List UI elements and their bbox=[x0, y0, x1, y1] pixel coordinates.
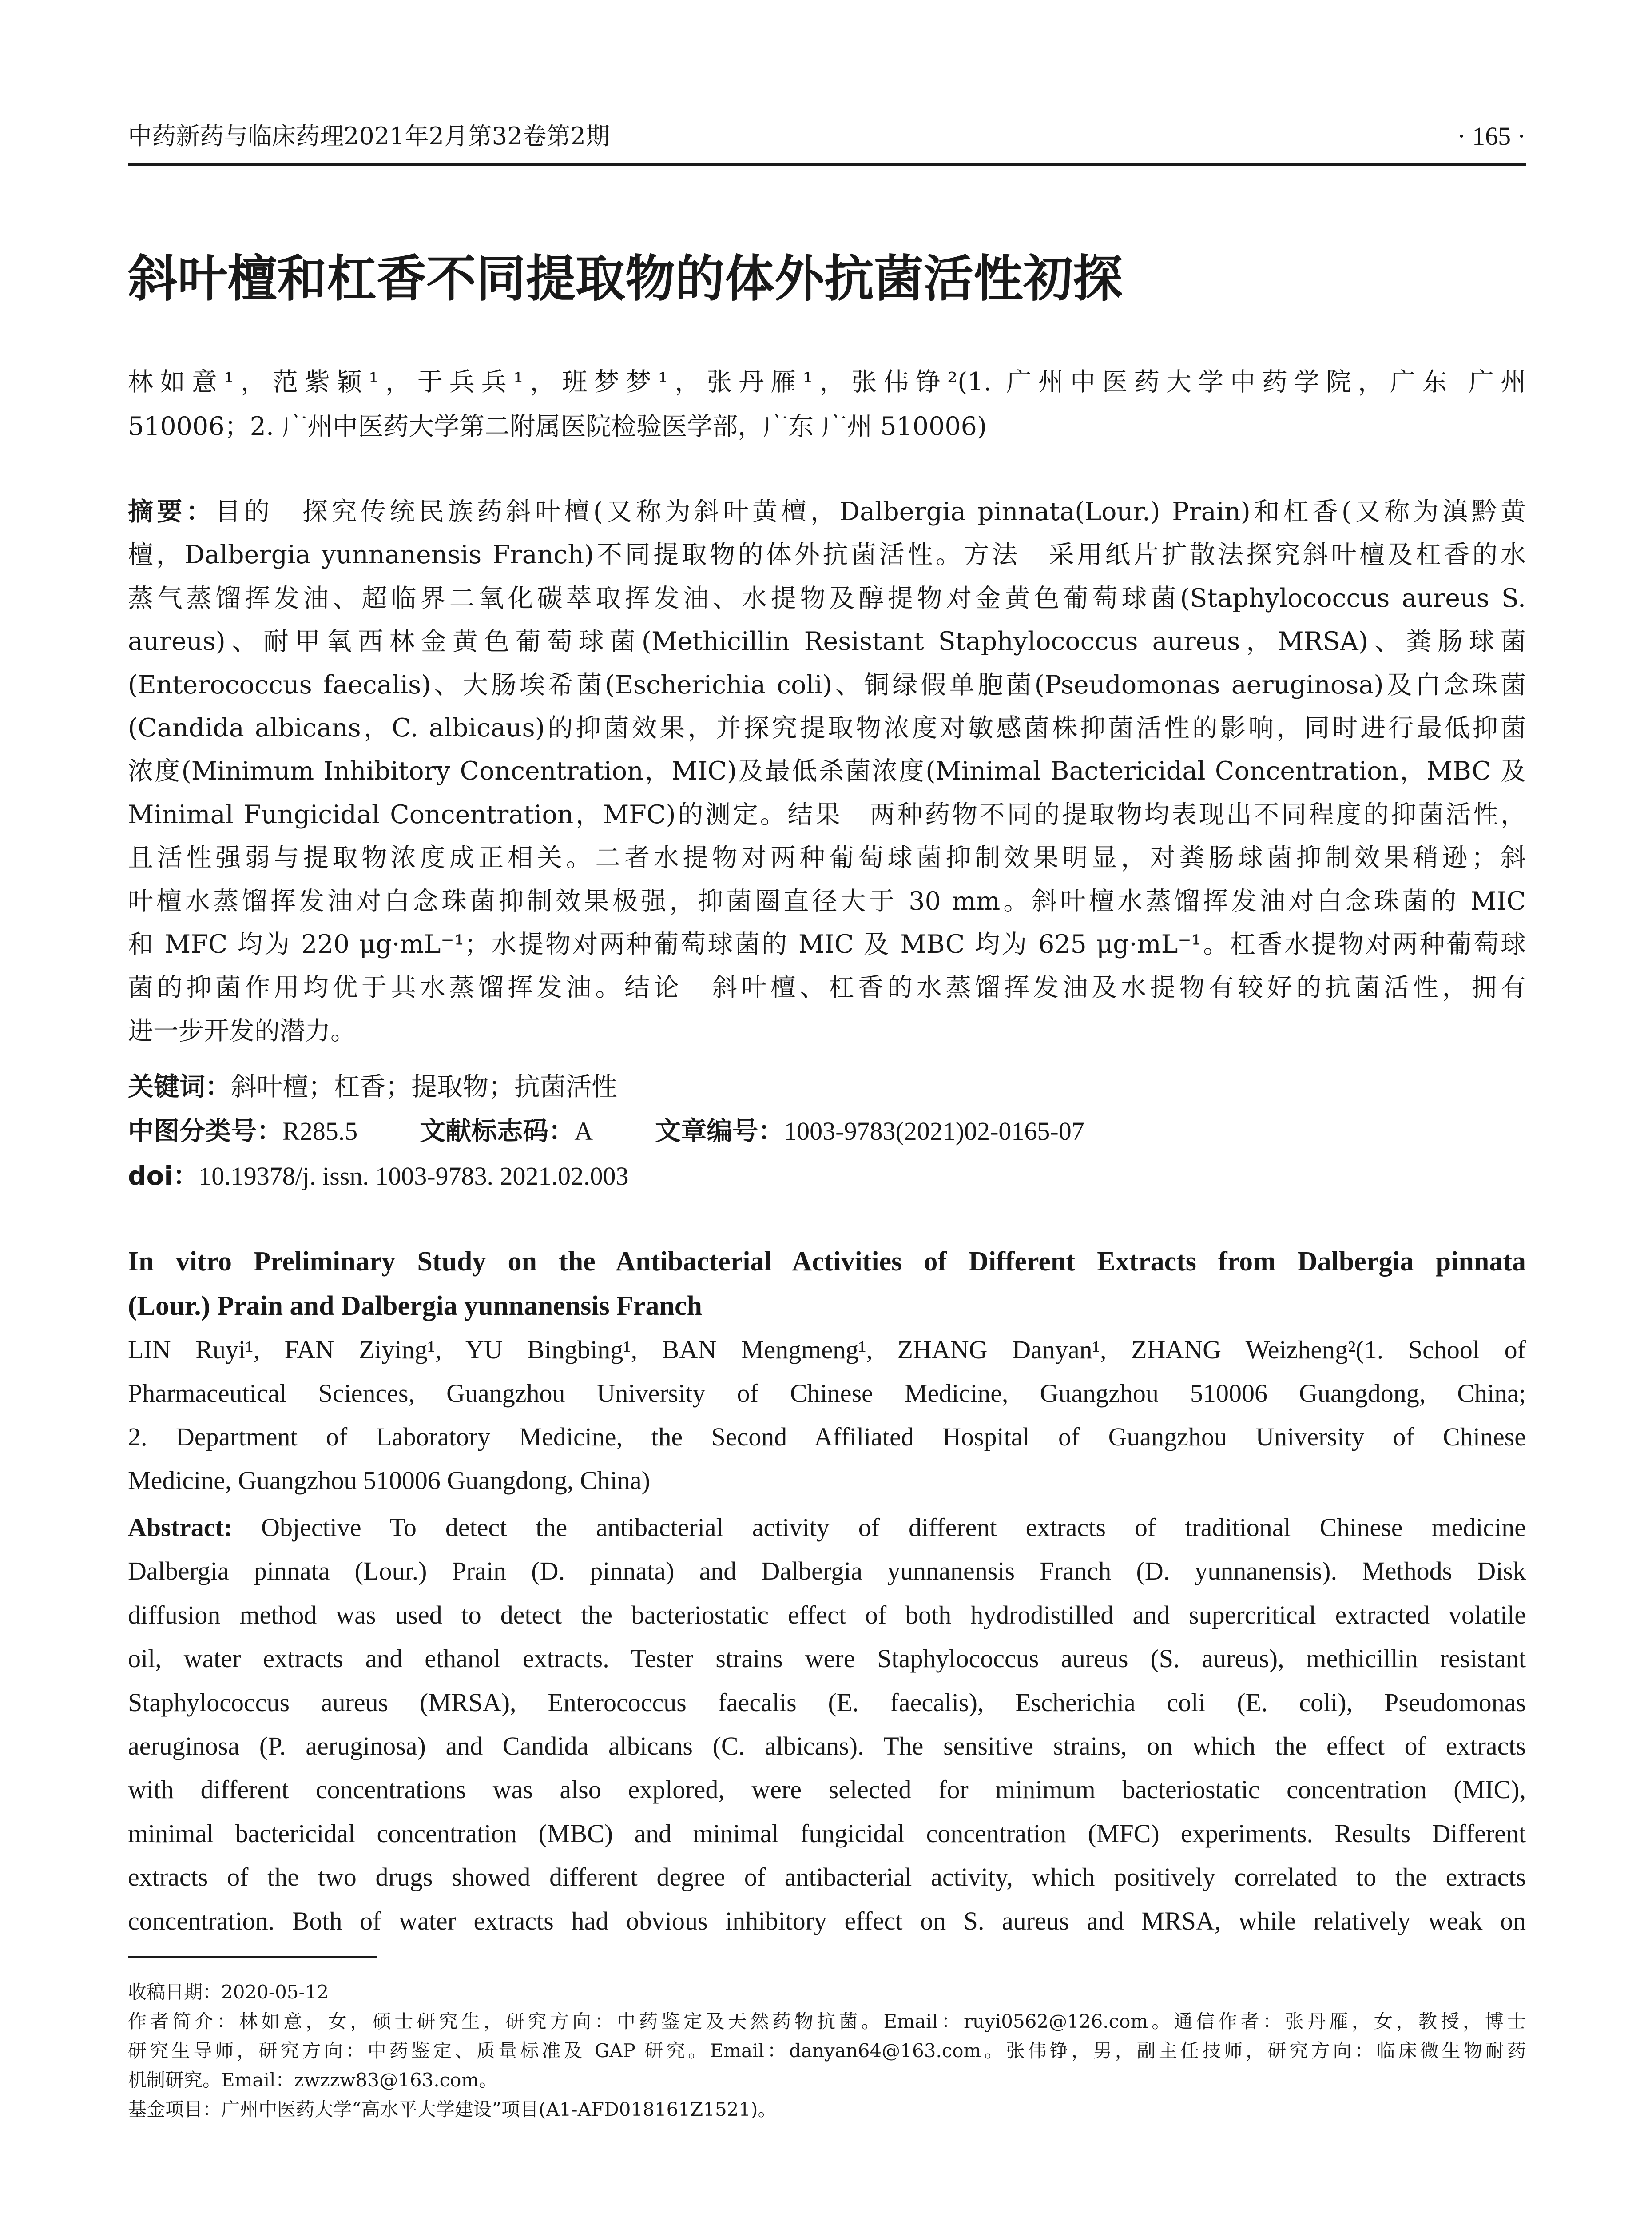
authors-en-line: 2. Department of Laboratory Medicine, the Second Affiliated Hospital of Guangzhou University of Chinese bbox=[128, 1422, 1526, 1451]
footnotes bbox=[128, 1978, 1526, 2124]
abstract-en-line: diffusion method was used to detect the bacteriostatic effect of both hydrodistilled and supercritical extracted volatile bbox=[128, 1600, 1526, 1629]
article-title-cn: 斜叶檀和杠香不同提取物的体外抗菌活性初探 bbox=[128, 250, 1123, 308]
abstract-cn-line: (Enterococcus faecalis)、大肠埃希菌(Escherichia coli)、铜绿假单胞菌(Pseudomonas aeruginosa)及白念珠菌 bbox=[128, 670, 1526, 700]
abstract-cn-line: 进一步开发的潜力。 bbox=[128, 1016, 356, 1046]
abstract-cn-line: Minimal Fungicidal Concentration，MFC)的测定。结果 两种药物不同的提取物均表现出不同程度的抑菌活性， bbox=[128, 800, 1526, 829]
abstract-en-line: aeruginosa (P. aeruginosa) and Candida albicans (C. albicans). The sensitive strains, on which the effect of extracts bbox=[128, 1731, 1526, 1761]
keywords-label: 关键词： bbox=[128, 1071, 231, 1102]
authors-affiliations-cn bbox=[128, 360, 1526, 449]
abstract-cn-label: 摘要： bbox=[128, 497, 215, 526]
abstract-cn-line: 檀，Dalbergia yunnanensis Franch)不同提取物的体外抗菌活性。方法 采用纸片扩散法探究斜叶檀及杠香的水 bbox=[128, 540, 1526, 570]
abstract-en-line: Staphylococcus aureus (MRSA), Enterococcus faecalis (E. faecalis), Escherichia coli (E. coli), Pseudomonas bbox=[128, 1688, 1526, 1717]
doc-code-value: A bbox=[574, 1117, 593, 1146]
keywords-cn bbox=[128, 1064, 1526, 1109]
article-title-en bbox=[128, 1239, 1526, 1328]
page-number: · 165 · bbox=[1457, 122, 1526, 151]
article-no-value: 1003-9783(2021)02-0165-07 bbox=[784, 1117, 1084, 1146]
abstract-en-line: minimal bactericidal concentration (MBC) and minimal fungicidal concentration (MFC) experiments. Results Different bbox=[128, 1819, 1526, 1848]
authors-cn-line: 林如意¹，范紫颖¹，于兵兵¹，班梦梦¹，张丹雁¹，张伟铮²(1. 广州中医药大学中药学院，广东 广州 bbox=[128, 367, 1526, 397]
classification-line bbox=[128, 1109, 1526, 1154]
abstract-cn-line: 摘要：目的 探究传统民族药斜叶檀(又称为斜叶黄檀，Dalbergia pinnata(Lour.) Prain)和杠香(又称为滇黔黄 bbox=[128, 497, 1526, 526]
doi-label: doi： bbox=[128, 1161, 199, 1191]
keywords-value: 斜叶檀；杠香；提取物；抗菌活性 bbox=[231, 1071, 618, 1102]
author-bio-line: 作者简介：林如意，女，硕士研究生，研究方向：中药鉴定及天然药物抗菌。Email：ruyi0562@126.com。通信作者：张丹雁，女，教授，博士 bbox=[128, 2010, 1526, 2032]
article-no-label: 文章编号： bbox=[655, 1116, 784, 1146]
title-en-line: (Lour.) Prain and Dalbergia yunnanensis Franch bbox=[128, 1291, 703, 1321]
abstract-cn-line: 蒸气蒸馏挥发油、超临界二氧化碳萃取挥发油、水提物及醇提物对金黄色葡萄球菌(Staphylococcus aureus S. bbox=[128, 583, 1526, 613]
abstract-en-line: extracts of the two drugs showed different degree of antibacterial activity, which positively correlated to the extracts bbox=[128, 1863, 1526, 1892]
authors-affiliations-en bbox=[128, 1328, 1526, 1502]
article-metadata bbox=[128, 1064, 1526, 1198]
abstract-en bbox=[128, 1506, 1526, 1943]
doi-line bbox=[128, 1154, 1526, 1198]
doi-value: 10.19378/j. issn. 1003-9783. 2021.02.003 bbox=[199, 1162, 629, 1190]
abstract-en-line: oil, water extracts and ethanol extracts. Tester strains were Staphylococcus aureus (S. aureus), methicillin resistant bbox=[128, 1644, 1526, 1673]
funding-line: 基金项目：广州中医药大学“高水平大学建设”项目(A1-AFD018161Z1521)。 bbox=[128, 2098, 777, 2120]
authors-cn-line: 510006；2. 广州中医药大学第二附属医院检验医学部，广东 广州 510006) bbox=[128, 412, 987, 441]
abstract-en-line: Abstract: Objective To detect the antibacterial activity of different extracts of traditional Chinese medicine bbox=[128, 1513, 1526, 1542]
authors-en-line: Medicine, Guangzhou 510006 Guangdong, China) bbox=[128, 1466, 650, 1495]
abstract-en-label: Abstract: bbox=[128, 1513, 233, 1542]
abstract-cn-line: 叶檀水蒸馏挥发油对白念珠菌抑制效果极强，抑菌圈直径大于 30 mm。斜叶檀水蒸馏挥发油对白念珠菌的 MIC bbox=[128, 886, 1526, 916]
abstract-cn-line: aureus)、耐甲氧西林金黄色葡萄球菌(Methicillin Resistant Staphylococcus aureus，MRSA)、粪肠球菌 bbox=[128, 627, 1526, 657]
authors-en-line: Pharmaceutical Sciences, Guangzhou University of Chinese Medicine, Guangzhou 510006 Guangdong, China; bbox=[128, 1379, 1526, 1408]
abstract-cn-line: 菌的抑菌作用均优于其水蒸馏挥发油。结论 斜叶檀、杠香的水蒸馏挥发油及水提物有较好的抗菌活性，拥有 bbox=[128, 973, 1526, 1003]
abstract-cn-line: 和 MFC 均为 220 μg·mL⁻¹；水提物对两种葡萄球菌的 MIC 及 MBC 均为 625 μg·mL⁻¹。杠香水提物对两种葡萄球 bbox=[128, 930, 1526, 959]
author-bio-line: 研究生导师，研究方向：中药鉴定、质量标准及 GAP 研究。Email：danyan64@163.com。张伟铮，男，副主任技师，研究方向：临床微生物耐药 bbox=[128, 2040, 1526, 2062]
abstract-cn-line: (Candida albicans，C. albicaus)的抑菌效果，并探究提取物浓度对敏感菌株抑菌活性的影响，同时进行最低抑菌 bbox=[128, 713, 1526, 743]
abstract-cn-line: 浓度(Minimum Inhibitory Concentration，MIC)及最低杀菌浓度(Minimal Bactericidal Concentration，MBC 及 bbox=[128, 756, 1526, 786]
doc-code-label: 文献标志码： bbox=[420, 1116, 575, 1146]
abstract-en-line: with different concentrations was also explored, were selected for minimum bacteriostatic concentration (MIC), bbox=[128, 1775, 1526, 1804]
running-header bbox=[128, 116, 1526, 156]
authors-en-line: LIN Ruyi¹, FAN Ziying¹, YU Bingbing¹, BAN Mengmeng¹, ZHANG Danyan¹, ZHANG Weizheng²(1. School of bbox=[128, 1335, 1526, 1364]
title-en-line: In vitro Preliminary Study on the Antibacterial Activities of Different Extracts from Dalbergia pinnata bbox=[128, 1246, 1526, 1277]
clc-label: 中图分类号： bbox=[128, 1116, 283, 1146]
abstract-cn-line: 且活性强弱与提取物浓度成正相关。二者水提物对两种葡萄球菌抑制效果明显，对粪肠球菌抑制效果稍逊；斜 bbox=[128, 843, 1526, 873]
abstract-cn bbox=[128, 490, 1526, 1053]
header-rule bbox=[128, 163, 1526, 166]
clc-value: R285.5 bbox=[282, 1117, 358, 1146]
journal-citation: 中药新药与临床药理2021年2月第32卷第2期 bbox=[128, 122, 610, 150]
footnote-rule bbox=[128, 1956, 377, 1958]
abstract-en-line: Dalbergia pinnata (Lour.) Prain (D. pinnata) and Dalbergia yunnanensis Franch (D. yunnanensis). Methods Disk bbox=[128, 1556, 1526, 1586]
received-date: 收稿日期：2020-05-12 bbox=[128, 1981, 329, 2003]
abstract-en-line: concentration. Both of water extracts had obvious inhibitory effect on S. aureus and MRSA, while relatively weak on bbox=[128, 1906, 1526, 1935]
author-bio-line: 机制研究。Email：zwzzw83@163.com。 bbox=[128, 2069, 498, 2091]
